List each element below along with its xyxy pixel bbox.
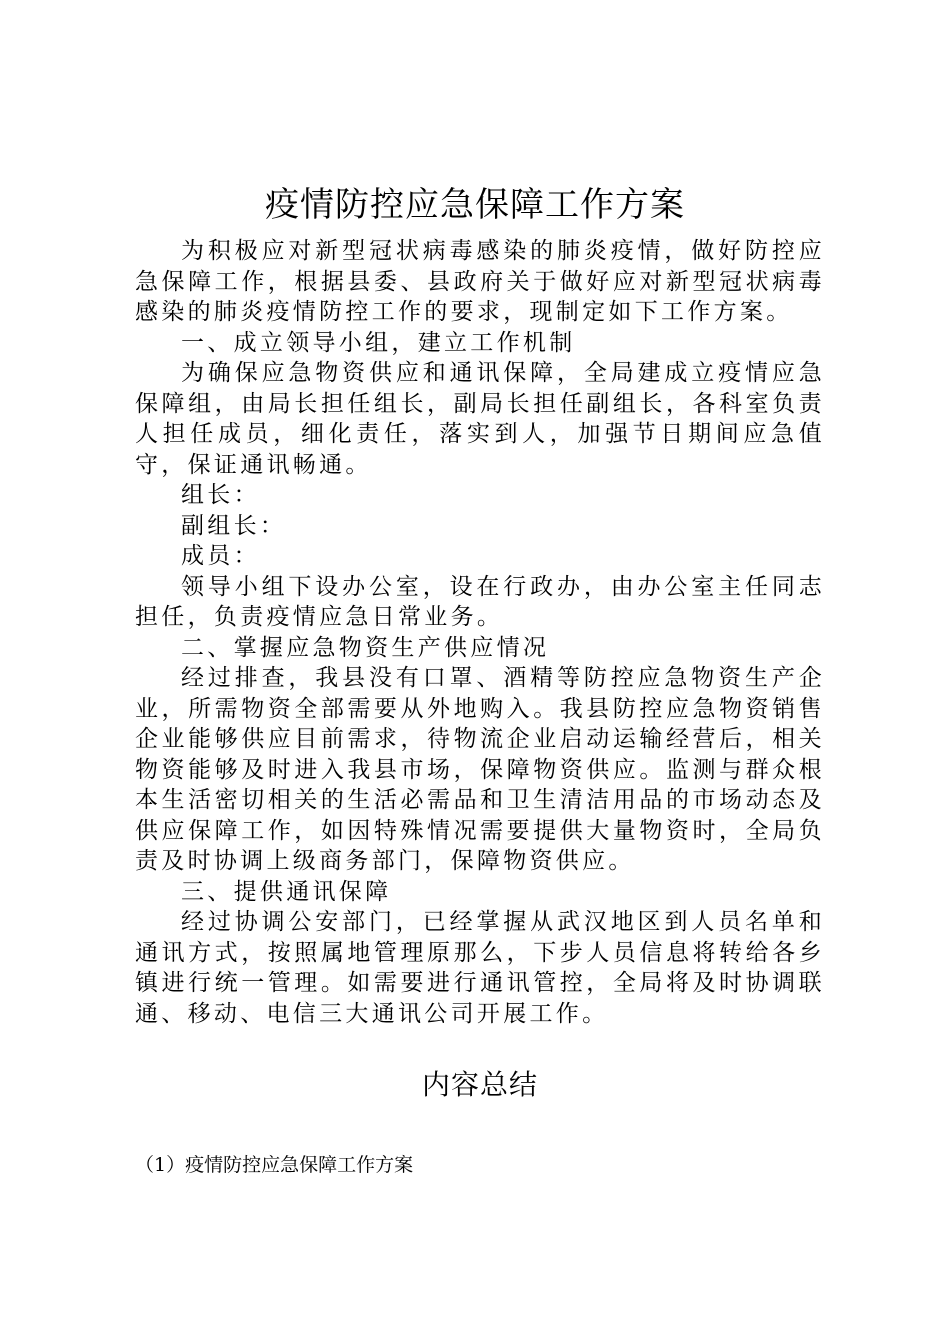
body-paragraph: 为确保应急物资供应和通讯保障，全局建成立疫情应急保障组，由局长担任组长，副局长担任副组长，各科室负责人担任成员，细化责任，落实到人，加强节日期间应急值守，保证通讯畅通。: [135, 360, 825, 478]
members-label: 成员：: [181, 543, 260, 569]
document-body: [135, 236, 825, 1029]
section-heading-2: 二、掌握应急物资生产供应情况: [181, 634, 550, 661]
summary-heading: 内容总结: [421, 1068, 538, 1101]
body-paragraph: 经过协调公安部门，已经掌握从武汉地区到人员名单和通讯方式，按照属地管理原那么，下步人员信息将转给各乡镇进行统一管理。如需要进行通讯管控，全局将及时协调联通、移动、电信三大通讯公司开展工作。: [135, 909, 825, 1027]
section-heading-3: 三、提供通讯保障: [181, 878, 392, 905]
section-heading-1: 一、成立领导小组，建立工作机制: [181, 329, 576, 356]
intro-paragraph: 为积极应对新型冠状病毒感染的肺炎疫情，做好防控应急保障工作，根据县委、县政府关于做好应对新型冠状病毒感染的肺炎疫情防控工作的要求，现制定如下工作方案。: [135, 238, 825, 325]
document-title: 疫情防控应急保障工作方案: [265, 185, 685, 225]
body-paragraph: 领导小组下设办公室，设在行政办，由办公室主任同志担任，负责疫情应急日常业务。: [135, 573, 825, 630]
summary-item: （1）疫情防控应急保障工作方案: [135, 1154, 414, 1176]
body-paragraph: 经过排查，我县没有口罩、酒精等防控应急物资生产企业，所需物资全部需要从外地购入。我县防控应急物资销售企业能够供应目前需求，待物流企业启动运输经营后，相关物资能够及时进入我县市场，保障物资供应。监测与群众根本生活密切相关的生活必需品和卫生清洁用品的市场动态及供应保障工作，如因特殊情况需要提供大量物资时，全局负责及时协调上级商务部门，保障物资供应。: [135, 665, 825, 874]
leader-label: 组长：: [181, 482, 260, 508]
deputy-leader-label: 副组长：: [181, 512, 287, 539]
